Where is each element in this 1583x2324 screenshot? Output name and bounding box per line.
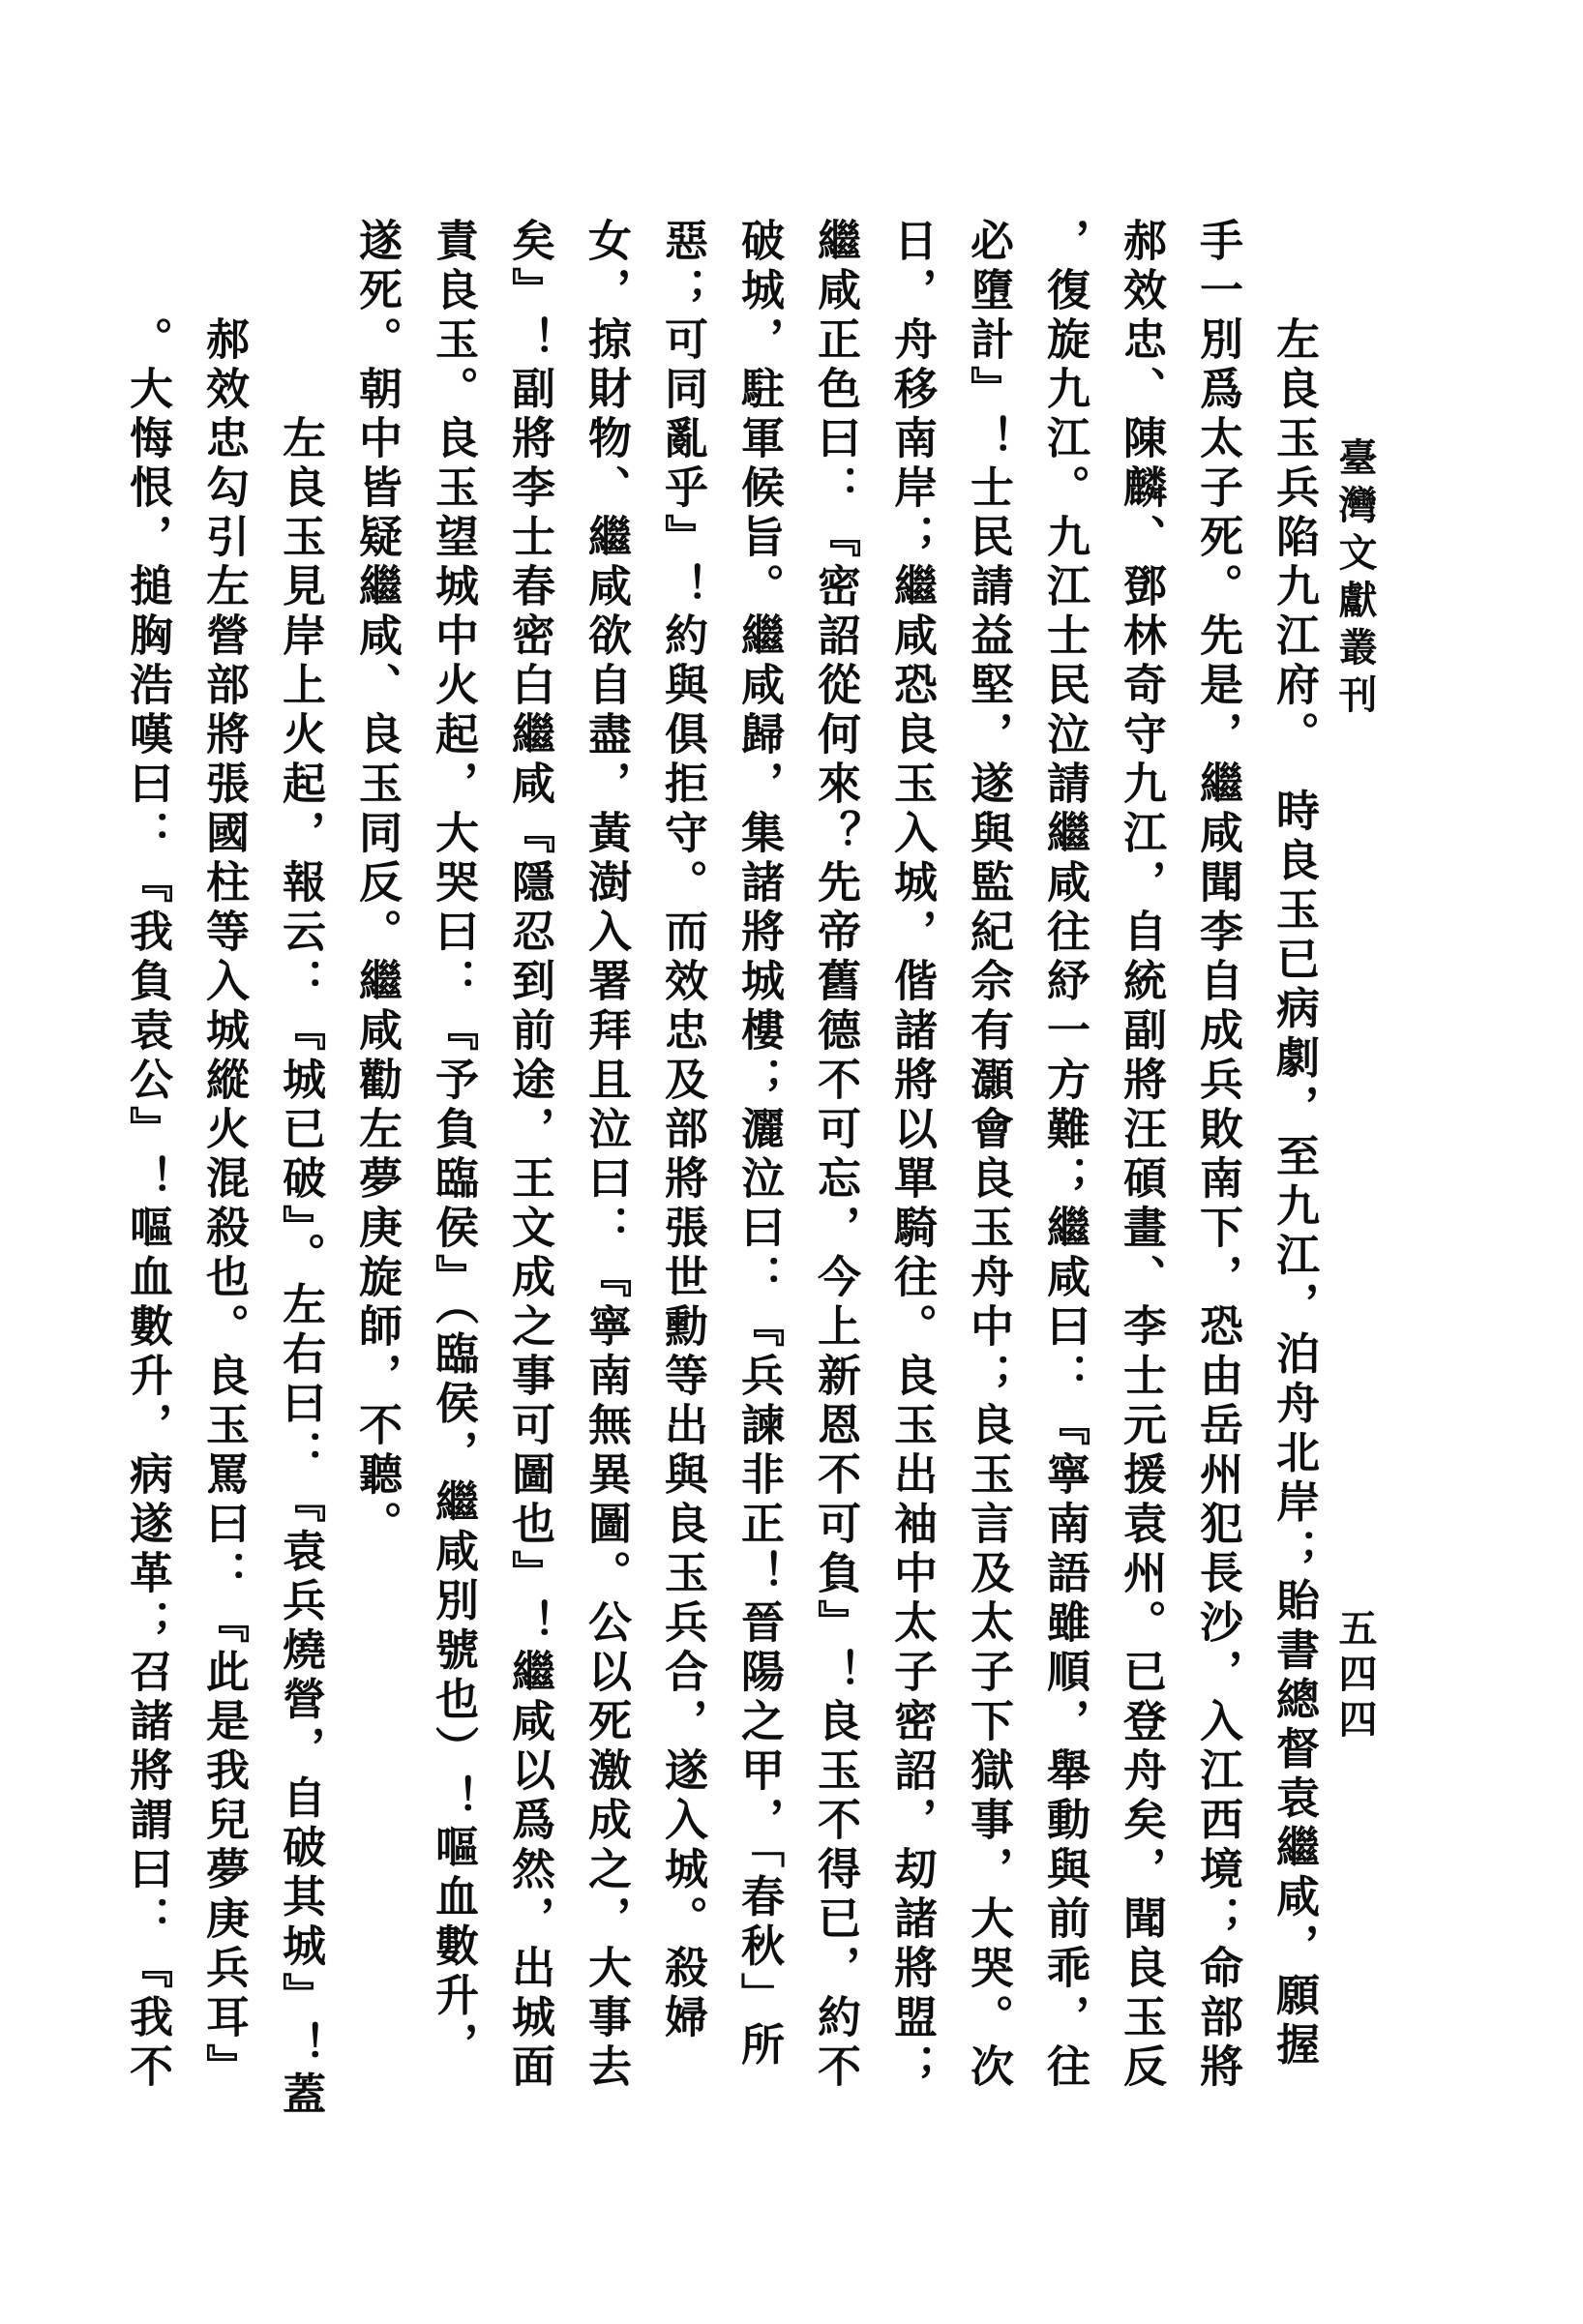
text-column-15: 郝效忠勾引左營部將張國柱等入城縱火混殺也。良玉罵曰：『此是我兒夢庚兵耳』: [198, 316, 250, 2093]
body-text: [109, 218, 1332, 2269]
text-column-12: 責良玉。良玉望城中火起，大哭曰：『予負臨侯』（臨侯，繼咸別號也）！嘔血數升，: [428, 218, 479, 2071]
text-column-5: 必墮計』！士民請益堅，遂與監紀佘有灝會良玉舟中；良玉言及太子下獄事，大哭。次: [963, 218, 1014, 2093]
text-column-3: 郝效忠、陳麟、鄧林奇守九江，自統副將汪碩畫、李士元援袁州。已登舟矣，聞良玉反: [1116, 218, 1167, 2093]
text-column-4: ，復旋九江。九江士民泣請繼咸往紓一方難；繼咸曰：『寧南語雖順，舉動與前乖，往: [1039, 218, 1090, 2093]
text-column-9: 惡；可同亂乎』！約與俱拒守。而效忠及部將張世勳等出與良玉兵合，遂入城。殺婦: [657, 218, 708, 2043]
text-column-6: 日，舟移南岸；繼咸恐良玉入城，偕諸將以單騎往。良玉出袖中太子密詔，刧諸將盟；: [886, 218, 938, 2093]
text-column-2: 手一別爲太子死。先是，繼咸聞李自成兵敗南下，恐由岳州犯長沙，入江西境；命部將: [1192, 218, 1243, 2093]
text-column-8: 破城，駐軍候旨。繼咸歸，集諸將城樓；灑泣曰：『兵諫非正！晉陽之甲，「春秋」所: [733, 218, 785, 2071]
running-title: 臺灣文獻叢刊: [1332, 437, 1378, 722]
text-column-11: 矣』！副將李士春密白繼咸『隱忍到前途，王文成之事可圖也』！繼咸以爲然，出城面: [504, 218, 555, 2093]
text-column-10: 女，掠財物、繼咸欲自盡，黃澍入署拜且泣曰：『寧南無異圖。公以死激成之，大事去: [581, 218, 632, 2093]
text-column-14: 左良玉見岸上火起，報云：『城已破』。左右曰：『袁兵燒營，自破其城』！蓋: [275, 415, 326, 2121]
page-number: 五四四: [1332, 1608, 1378, 1744]
text-column-13: 遂死。朝中皆疑繼咸、良玉同反。繼咸勸左夢庚旋師，不聽。: [351, 218, 403, 1550]
text-column-1: 左良玉兵陷九江府。 時良玉已病劇，至九江，泊舟北岸；貽書總督袁繼咸，願握: [1269, 316, 1320, 2071]
text-column-7: 繼咸正色曰：『密詔從何來？先帝舊德不可忘，今上新恩不可負』！良玉不得已，約不: [810, 218, 861, 2093]
text-column-16: 。大悔恨，搥胸浩嘆曰：『我負袁公』！嘔血數升，病遂革；召諸將謂曰：『我不: [122, 316, 173, 2093]
